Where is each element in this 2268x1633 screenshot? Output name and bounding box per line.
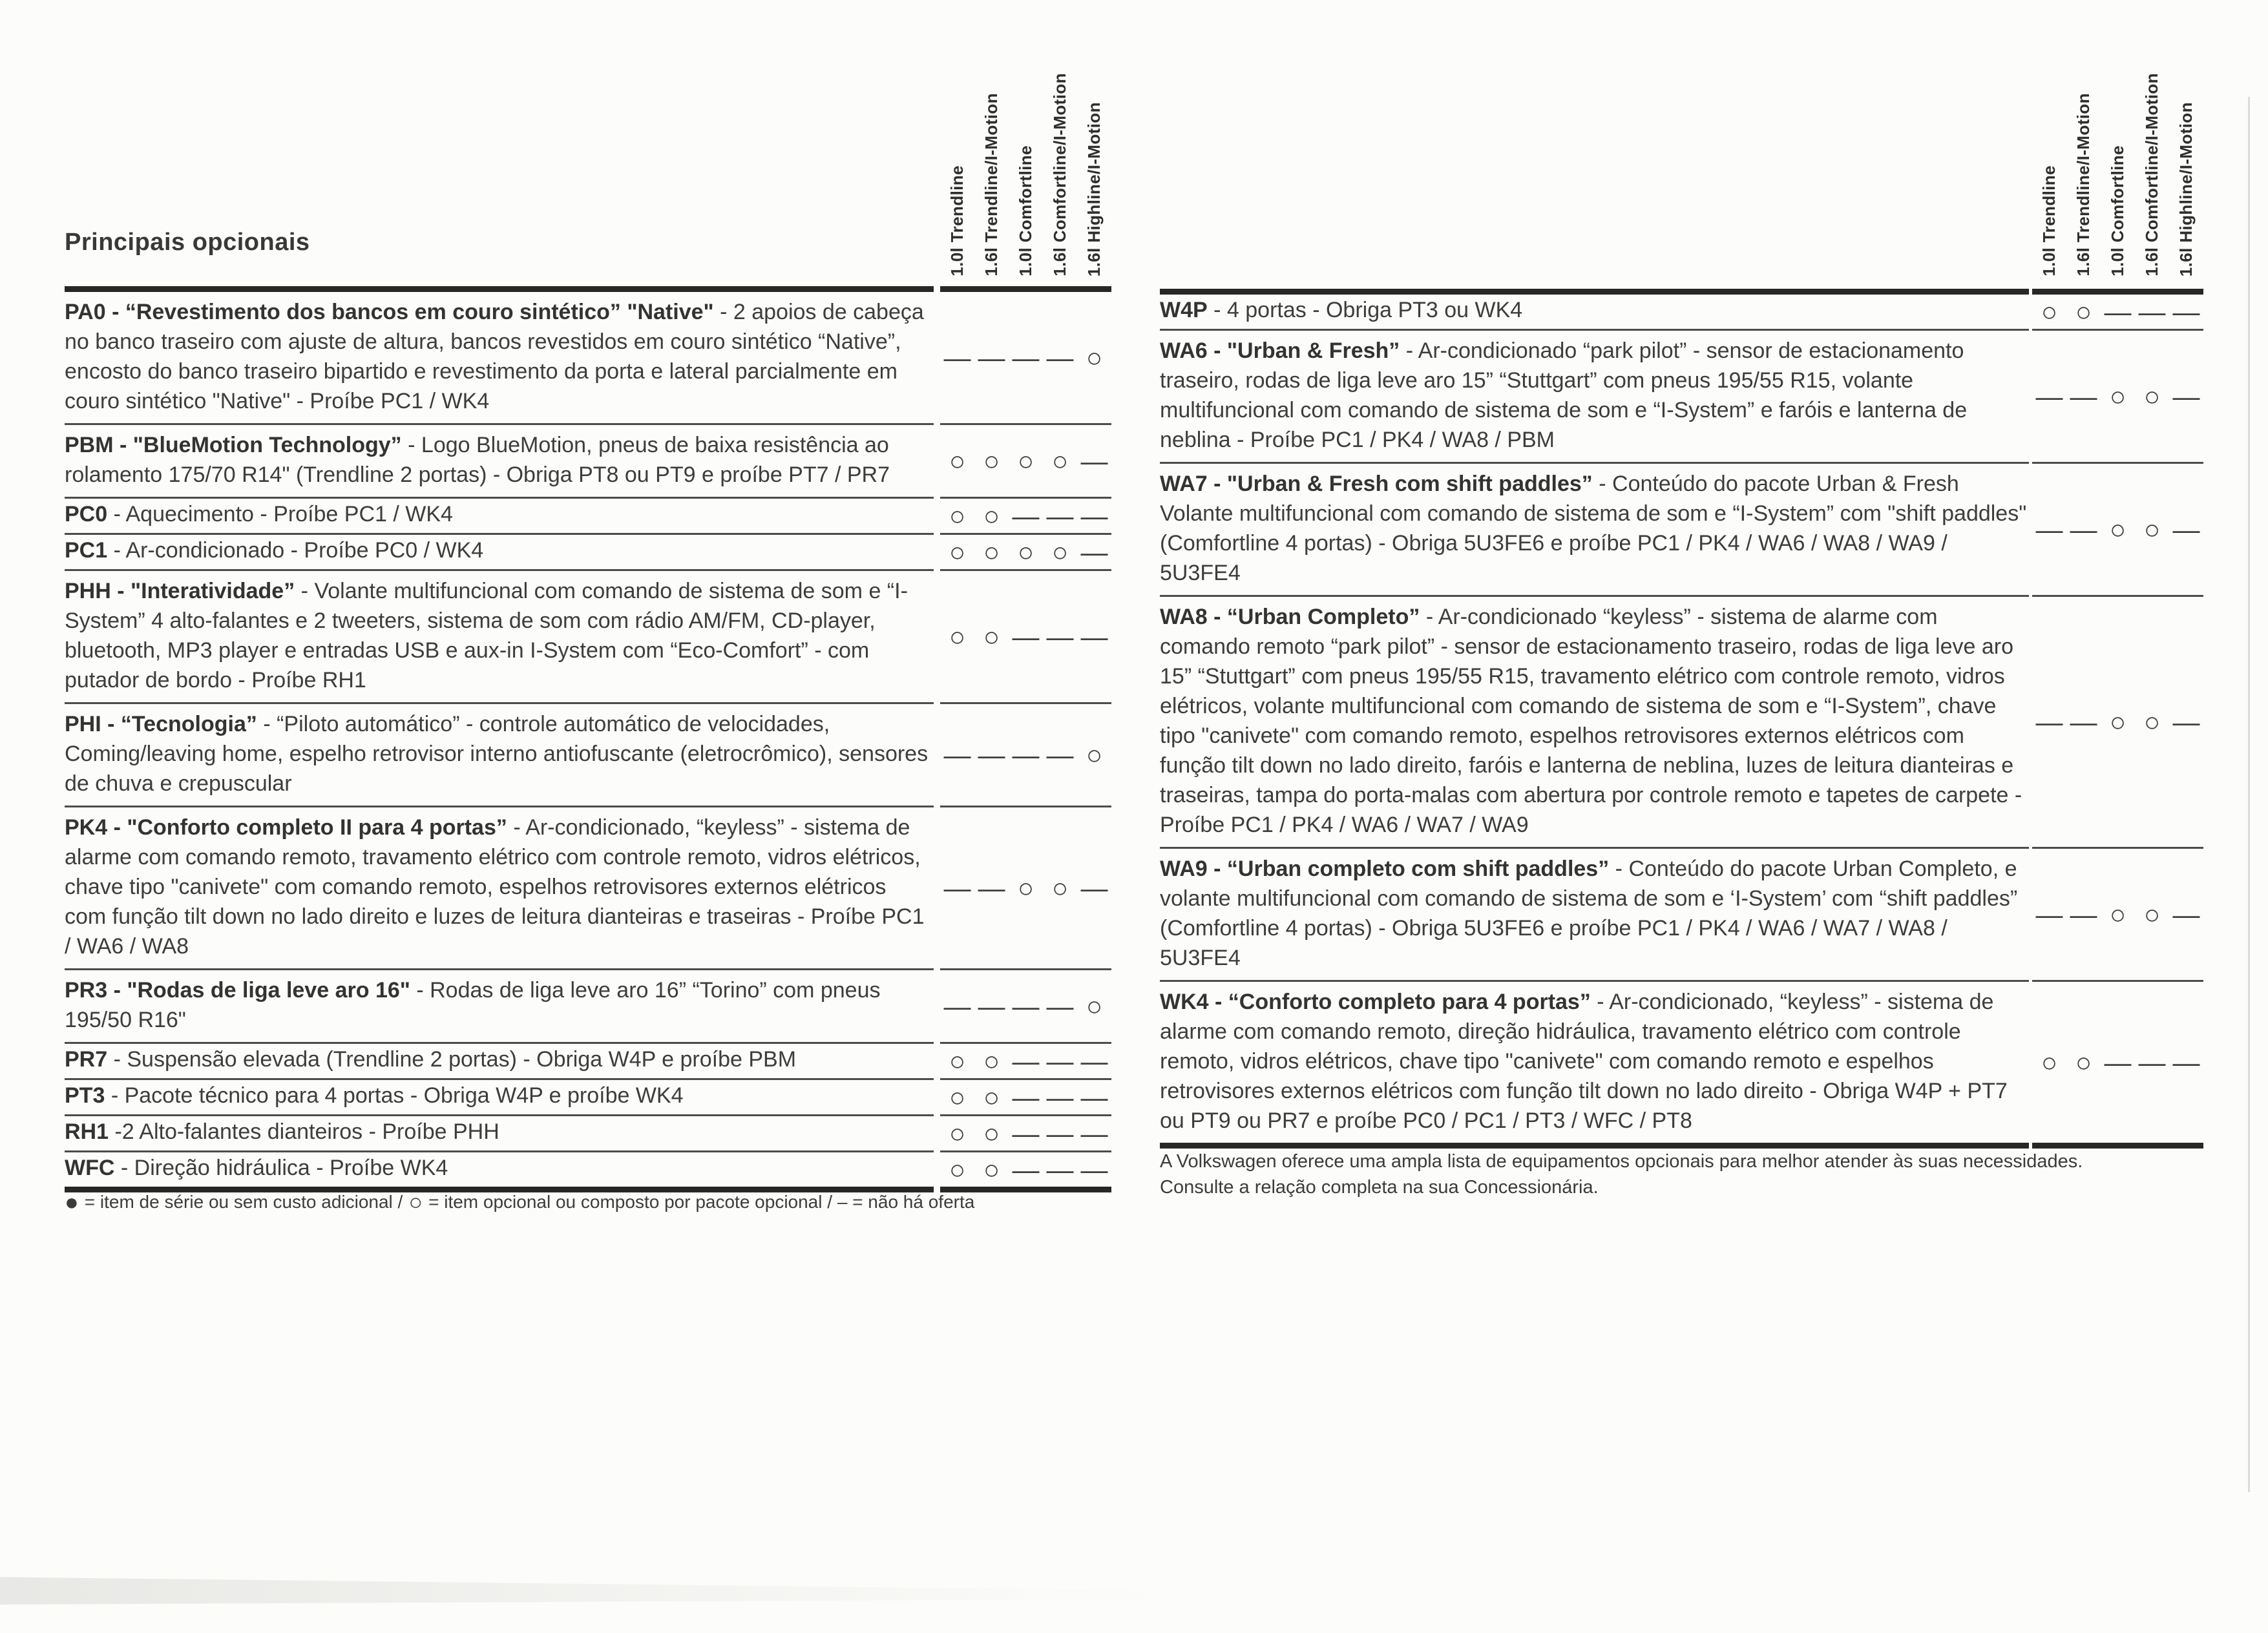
- option-row-wa6: [1160, 331, 2203, 464]
- option-description: - 4 portas - Obriga PT3 ou WK4: [1213, 298, 1523, 322]
- availability-cell: ○: [1086, 739, 1103, 770]
- option-code: PT3: [65, 1083, 105, 1108]
- availability-cell: ○: [2143, 899, 2161, 930]
- availability-cell: —: [1080, 1154, 1108, 1185]
- column-header-label: 1.6l Highline/I-Motion: [2176, 101, 2196, 276]
- availability-cell: —: [1046, 1045, 1074, 1076]
- availability-cell: ○: [949, 445, 966, 476]
- availability-cell: ○: [1051, 872, 1069, 903]
- availability-cell: ○: [949, 621, 966, 652]
- availability-cell: —: [1046, 990, 1074, 1021]
- option-description: - 2 apoios de cabeça no banco traseiro com ajuste de altura, bancos revestidos em couro sintético “Native”, encosto do banco traseiro bipartido e revestimento da porta e lateral parcialmente em couro sintético "Native" - Proíbe PC1 / WK4: [65, 300, 924, 413]
- availability-cell: —: [2104, 1046, 2132, 1077]
- availability-cell: —: [2070, 380, 2097, 411]
- option-code: WK4: [1160, 990, 1209, 1014]
- availability-cell: ○: [1086, 342, 1103, 373]
- availability-cell: —: [1046, 739, 1074, 770]
- availability-cells: [940, 704, 1111, 807]
- option-title: - "Urban & Fresh”: [1213, 338, 1400, 363]
- availability-cell: ○: [2109, 899, 2126, 930]
- option-row-phh: [65, 571, 1111, 704]
- availability-cell: —: [2172, 296, 2200, 327]
- option-row-pt3: [65, 1080, 1111, 1116]
- option-code: WFC: [65, 1156, 115, 1180]
- availability-cells: [940, 970, 1111, 1044]
- option-row-pa0: [65, 286, 1111, 425]
- availability-cell: —: [943, 872, 971, 903]
- availability-cell: ○: [2109, 380, 2126, 411]
- availability-cell: ○: [1051, 536, 1069, 567]
- footer-note: A Volkswagen oferece uma ampla lista de equipamentos opcionais para melhor atender às suas necessidades. Consulte a relação completa na sua Concessionária.: [1160, 1151, 2083, 1198]
- legend-optional-text: = item opcional ou composto por pacote opcional / – = não há oferta: [428, 1192, 975, 1212]
- column-header-label: 1.6l Trendline/I-Motion: [982, 93, 1001, 276]
- availability-cell: ○: [1017, 536, 1034, 567]
- availability-cell: ○: [2143, 380, 2161, 411]
- availability-cells: [940, 1116, 1111, 1152]
- column-header-label: 1.0l Comfortline: [1016, 145, 1035, 276]
- option-description: - Ar-condicionado “keyless” - sistema de alarme com comando remoto “park pilot” - sensor de estacionamento traseiro, rodas de liga leve aro 15” “Stuttgart” com pneus 195/55 R15, travamento elétrico com controle remoto, vidros elétricos, volante multifuncional com comando de sistema de som e “I-System”, chave tipo "canivete" com comando remoto, espelhos retrovisores externos elétricos com função tilt down no lado direito, faróis e lanterna de neblina, luzes de leitura dianteiras e traseiras, tampa do porta-malas com abertura por controle remoto e tapetes de carpete - Proíbe PC1 / PK4 / WA6 / WA7 / WA9: [1160, 605, 2022, 837]
- availability-cell: ○: [2075, 1046, 2092, 1077]
- options-table-right: [1160, 289, 2203, 1149]
- availability-cells: [2032, 849, 2203, 982]
- column-header-cell: [1043, 73, 1077, 276]
- availability-cell: —: [2172, 899, 2200, 930]
- availability-cells: [940, 807, 1111, 970]
- availability-cells: [940, 499, 1111, 535]
- column-header-cell: [2169, 102, 2203, 276]
- availability-cell: —: [1012, 1045, 1040, 1076]
- option-title: - “Urban completo com shift paddles”: [1213, 857, 1610, 881]
- availability-cell: —: [1080, 872, 1108, 903]
- availability-cell: —: [2070, 706, 2097, 737]
- availability-cell: ○: [2041, 296, 2058, 327]
- trim-column-headers-right: [2032, 32, 2203, 276]
- availability-cell: —: [1046, 1118, 1074, 1149]
- availability-cell: ○: [2143, 514, 2161, 545]
- availability-cell: ○: [949, 500, 966, 531]
- option-title: - "Rodas de liga leve aro 16": [113, 978, 410, 1003]
- option-row-pc1: [65, 535, 1111, 571]
- availability-cell: —: [1046, 500, 1074, 531]
- availability-cell: ○: [983, 445, 1000, 476]
- availability-cell: ○: [949, 1045, 966, 1076]
- availability-cell: ○: [2075, 296, 2092, 327]
- availability-cell: —: [2035, 380, 2063, 411]
- availability-cell: —: [2172, 706, 2200, 737]
- availability-cell: —: [1080, 1045, 1108, 1076]
- option-row-wfc: [65, 1152, 1111, 1192]
- option-row-phi: [65, 704, 1111, 807]
- option-row-pr3: [65, 970, 1111, 1044]
- column-header-cell: [2135, 73, 2169, 276]
- option-title: - “Urban Completo”: [1213, 605, 1420, 629]
- option-title: - "Interatividade”: [117, 579, 295, 603]
- availability-cells: [940, 286, 1111, 425]
- scan-shadow-artifact: [0, 1571, 1273, 1605]
- column-header-label: 1.6l Comfortline/I-Motion: [1050, 73, 1069, 276]
- availability-cell: ○: [983, 536, 1000, 567]
- availability-cell: ○: [2041, 1046, 2058, 1077]
- option-code: W4P: [1160, 298, 1208, 322]
- availability-cell: —: [1012, 739, 1040, 770]
- availability-cell: ○: [983, 500, 1000, 531]
- option-code: PR3: [65, 978, 108, 1003]
- option-description: - Conteúdo do pacote Urban Completo, e volante multifuncional com comando de sistema de som e ‘I-System’ com “shift paddles” (Comfortline 4 portas) - Obriga 5U3FE6 e proíbe PC1 / PK4 / WA6 / WA7 / WA8 / 5U3FE4: [1160, 857, 2018, 970]
- availability-cell: ○: [983, 1154, 1000, 1185]
- scan-edge-artifact: [2248, 97, 2250, 1492]
- availability-cell: ○: [983, 1045, 1000, 1076]
- availability-cell: —: [943, 342, 971, 373]
- availability-cell: —: [1046, 621, 1074, 652]
- column-header-cell: [2066, 93, 2101, 276]
- availability-cell: —: [1012, 500, 1040, 531]
- option-title: - “Revestimento dos bancos em couro sintético” "Native": [112, 300, 714, 324]
- option-row-pc0: [65, 499, 1111, 535]
- option-row-rh1: [65, 1116, 1111, 1152]
- availability-cell: —: [1012, 621, 1040, 652]
- option-code: WA8: [1160, 605, 1208, 629]
- availability-cells: [940, 1044, 1111, 1080]
- availability-cell: —: [2035, 514, 2063, 545]
- availability-cell: —: [1080, 445, 1108, 476]
- column-header-label: 1.6l Highline/I-Motion: [1084, 101, 1104, 276]
- option-title: - “Tecnologia”: [107, 712, 257, 736]
- availability-cell: —: [978, 739, 1005, 770]
- column-header-label: 1.0l Comfortline: [2108, 145, 2127, 276]
- option-description: -2 Alto-falantes dianteiros - Proíbe PHH: [114, 1119, 499, 1144]
- availability-cell: ○: [2143, 706, 2161, 737]
- availability-cell: —: [1046, 1154, 1074, 1185]
- availability-cell: —: [1046, 1081, 1074, 1112]
- option-row-wa8: [1160, 597, 2203, 849]
- option-description: - Aquecimento - Proíbe PC1 / WK4: [113, 502, 453, 526]
- column-header-label: 1.6l Trendline/I-Motion: [2074, 93, 2093, 276]
- availability-cell: —: [2172, 380, 2200, 411]
- availability-cell: —: [1080, 536, 1108, 567]
- availability-cell: —: [978, 342, 1005, 373]
- option-title: - "BlueMotion Technology”: [120, 433, 402, 457]
- option-title: - "Urban & Fresh com shift paddles”: [1213, 472, 1593, 496]
- availability-cell: —: [1012, 1081, 1040, 1112]
- option-row-w4p: [1160, 289, 2203, 331]
- availability-cell: —: [2104, 296, 2132, 327]
- option-code: WA9: [1160, 857, 1208, 881]
- availability-cell: —: [1012, 1154, 1040, 1185]
- option-row-wa9: [1160, 849, 2203, 982]
- availability-cell: ○: [1017, 445, 1034, 476]
- availability-cell: ○: [1086, 990, 1103, 1021]
- availability-cell: —: [2070, 899, 2097, 930]
- availability-cell: ○: [949, 1081, 966, 1112]
- option-code: PHH: [65, 579, 111, 603]
- availability-cells: [2032, 597, 2203, 849]
- option-description: - Ar-condicionado, “keyless” - sistema de alarme com comando remoto, travamento elétrico com controle remoto, vidros elétricos, chave tipo "canivete" com comando remoto, espelhos retrovisores externos elétricos com função tilt down no lado direito e luzes de leitura dianteiras e traseiras - Proíbe PC1 / WA6 / WA8: [65, 815, 925, 959]
- availability-cells: [2032, 464, 2203, 597]
- availability-cell: —: [943, 990, 971, 1021]
- availability-cell: —: [1080, 621, 1108, 652]
- option-code: PBM: [65, 433, 114, 457]
- availability-cells: [940, 571, 1111, 704]
- trim-column-headers-left: [940, 32, 1111, 276]
- option-description: - “Piloto automático” - controle automático de velocidades, Coming/leaving home, espelho retrovisor interno antiofuscante (eletrocrômico), sensores de chuva e crepuscular: [65, 712, 929, 796]
- option-description: - Rodas de liga leve aro 16” “Torino” com pneus 195/50 R16": [65, 978, 881, 1032]
- option-code: RH1: [65, 1119, 109, 1144]
- availability-cell: —: [2138, 1046, 2166, 1077]
- option-code: WA6: [1160, 338, 1208, 363]
- standard-item-icon: ●: [65, 1189, 79, 1215]
- availability-cell: —: [1012, 342, 1040, 373]
- column-header-cell: [2032, 165, 2066, 276]
- option-description: - Suspensão elevada (Trendline 2 portas) - Obriga W4P e proíbe PBM: [113, 1047, 797, 1072]
- column-header-label: 1.0l Trendline: [2039, 165, 2059, 276]
- option-description: - Ar-condicionado, “keyless” - sistema de alarme com comando remoto, direção hidráulica, travamento elétrico com controle remoto, vidros elétricos, chave tipo "canivete" com comando remoto e espelhos retrovisores externos elétricos com função tilt down no lado direito - Obriga W4P + PT7 ou PT9 ou PR7 e proíbe PC0 / PC1 / PT3 / WFC / PT8: [1160, 990, 2008, 1133]
- option-description: - Logo BlueMotion, pneus de baixa resistência ao rolamento 175/70 R14" (Trendline 2 portas) - Obriga PT8 ou PT9 e proíbe PT7 / PR7: [65, 433, 890, 487]
- availability-cell: ○: [2109, 514, 2126, 545]
- optional-item-icon: ○: [408, 1189, 423, 1215]
- option-description: - Pacote técnico para 4 portas - Obriga W4P e proíbe WK4: [110, 1083, 684, 1108]
- availability-cell: ○: [1051, 445, 1069, 476]
- availability-cell: —: [978, 990, 1005, 1021]
- option-description: - Ar-condicionado “park pilot” - sensor de estacionamento traseiro, rodas de liga leve aro 15” “Stuttgart” com pneus 195/55 R15, volante multifuncional com comando de sistema de som e “I-System” e faróis e lanterna de neblina - Proíbe PC1 / PK4 / WA8 / PBM: [1160, 338, 1968, 452]
- option-code: PR7: [65, 1047, 108, 1072]
- availability-cell: ○: [2109, 706, 2126, 737]
- availability-cell: —: [1080, 500, 1108, 531]
- availability-cell: ○: [1017, 872, 1034, 903]
- page-title: Principais opcionais: [65, 229, 310, 256]
- availability-cell: ○: [983, 621, 1000, 652]
- column-header-cell: [940, 165, 974, 276]
- option-description: - Volante multifuncional com comando de sistema de som e “I-System” 4 alto-falantes e 2 tweeters, sistema de som com rádio AM/FM, CD-player, bluetooth, MP3 player e entradas USB e aux-in I-System com “Eco-Comfort” - com putador de bordo - Proíbe RH1: [65, 579, 908, 692]
- column-header-cell: [1009, 145, 1043, 276]
- availability-cell: —: [2138, 296, 2166, 327]
- column-header-cell: [1077, 102, 1111, 276]
- availability-cells: [940, 425, 1111, 499]
- option-row-pk4: [65, 807, 1111, 970]
- availability-cell: ○: [983, 1118, 1000, 1149]
- option-row-pbm: [65, 425, 1111, 499]
- option-description: - Direção hidráulica - Proíbe WK4: [120, 1156, 448, 1180]
- availability-cell: ○: [949, 1118, 966, 1149]
- option-row-wk4: [1160, 982, 2203, 1149]
- option-code: PC0: [65, 502, 108, 526]
- legend: [65, 1189, 975, 1215]
- availability-cells: [940, 535, 1111, 571]
- option-code: PK4: [65, 815, 108, 840]
- availability-cell: —: [978, 872, 1005, 903]
- availability-cell: —: [2172, 1046, 2200, 1077]
- availability-cell: —: [2172, 514, 2200, 545]
- option-title: - “Conforto completo para 4 portas”: [1215, 990, 1591, 1014]
- column-header-cell: [974, 93, 1009, 276]
- column-header-cell: [2101, 145, 2135, 276]
- availability-cell: —: [1080, 1118, 1108, 1149]
- option-row-pr7: [65, 1044, 1111, 1080]
- availability-cell: —: [1012, 990, 1040, 1021]
- column-header-label: 1.0l Trendline: [947, 165, 967, 276]
- option-title: - "Conforto completo II para 4 portas”: [113, 815, 507, 840]
- availability-cells: [2032, 289, 2203, 331]
- availability-cell: —: [1046, 342, 1074, 373]
- options-table-left: [65, 286, 1111, 1192]
- option-code: PA0: [65, 300, 106, 324]
- availability-cell: —: [1012, 1118, 1040, 1149]
- column-header-label: 1.6l Comfortline/I-Motion: [2142, 73, 2161, 276]
- availability-cell: ○: [949, 536, 966, 567]
- availability-cell: —: [2070, 514, 2097, 545]
- option-description: - Ar-condicionado - Proíbe PC0 / WK4: [113, 538, 484, 563]
- availability-cells: [940, 1152, 1111, 1192]
- availability-cells: [940, 1080, 1111, 1116]
- option-code: PHI: [65, 712, 101, 736]
- availability-cell: ○: [949, 1154, 966, 1185]
- option-code: PC1: [65, 538, 108, 563]
- availability-cell: —: [2035, 706, 2063, 737]
- availability-cell: —: [1080, 1081, 1108, 1112]
- option-row-wa7: [1160, 464, 2203, 597]
- availability-cell: ○: [983, 1081, 1000, 1112]
- availability-cells: [2032, 331, 2203, 464]
- option-description: - Conteúdo do pacote Urban & Fresh Volante multifuncional com comando de sistema de som e “I-System” com "shift paddles" (Comfortline 4 portas) - Obriga 5U3FE6 e proíbe PC1 / PK4 / WA6 / WA8 / WA9 / 5U3FE4: [1160, 472, 2027, 585]
- availability-cell: —: [943, 739, 971, 770]
- availability-cell: —: [2035, 899, 2063, 930]
- legend-standard-text: = item de série ou sem custo adicional /: [84, 1192, 403, 1212]
- availability-cells: [2032, 982, 2203, 1149]
- option-code: WA7: [1160, 472, 1208, 496]
